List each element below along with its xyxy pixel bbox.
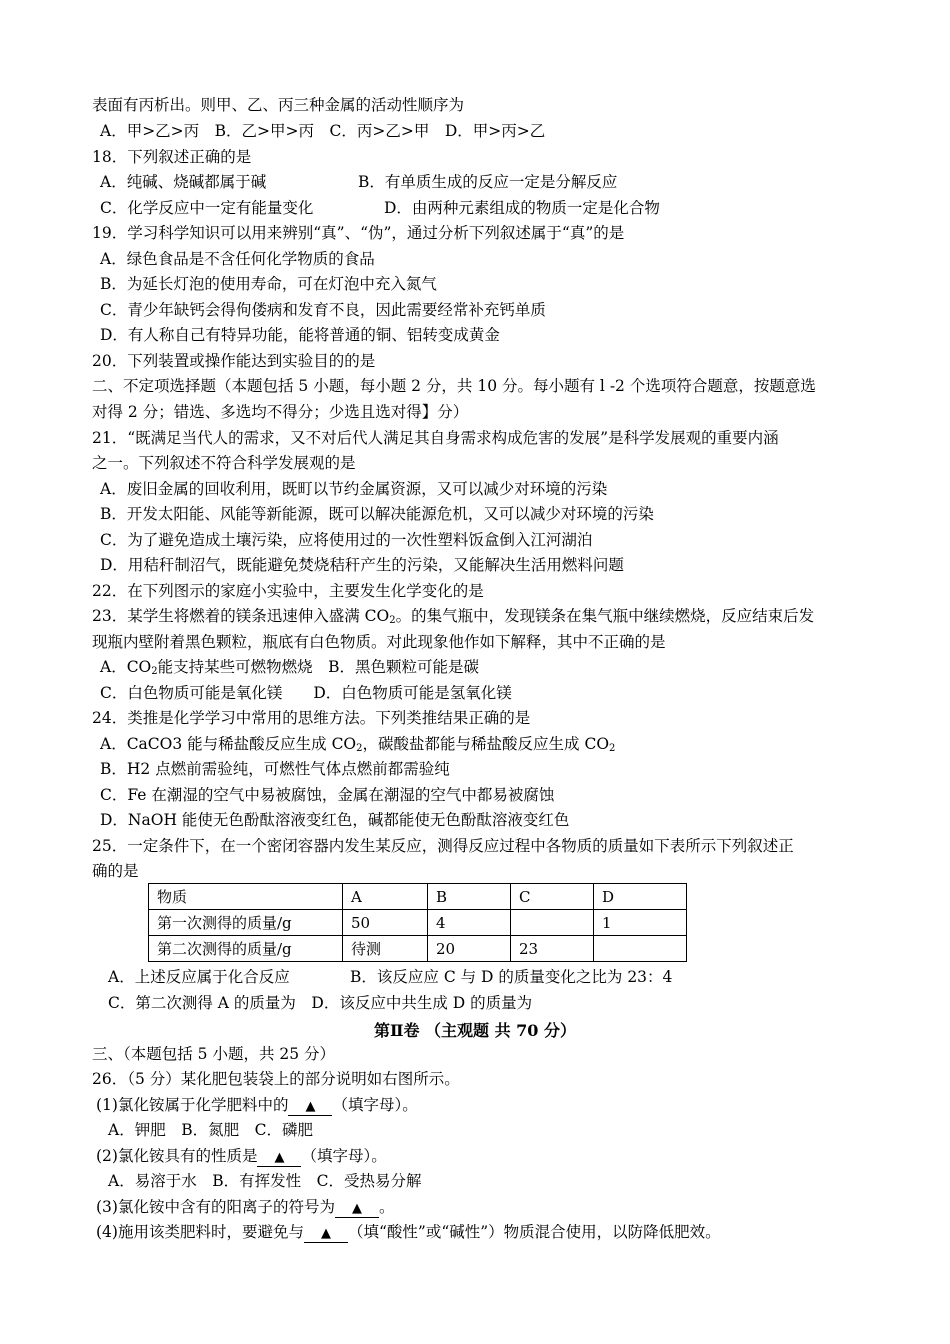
mass-table xyxy=(148,883,687,962)
table-row xyxy=(149,936,687,962)
section-2-instructions: 二、不定项选择题（本题包括 5 小题，每小题 2 分，共 10 分。每小题有 l -2 个选项符合题意，按题意选 xyxy=(92,377,816,395)
section-3-instructions: 三、（本题包括 5 小题，共 25 分） xyxy=(92,1045,336,1063)
q18-stem: 18．下列叙述正确的是 xyxy=(92,148,252,166)
q18-option-b: B．有单质生成的反应一定是分解反应 xyxy=(358,173,618,191)
q19-option-d: D．有人称自己有特异功能，能将普通的铜、铝转变成黄金 xyxy=(100,326,500,344)
q26-part-1-options: A．钾肥 B．氮肥 C．磷肥 xyxy=(108,1121,313,1139)
q19-stem: 19．学习科学知识可以用来辨别“真”、“伪”，通过分析下列叙述属于“真”的是 xyxy=(92,224,625,242)
q24-stem: 24．类推是化学学习中常用的思维方法。下列类推结果正确的是 xyxy=(92,709,531,727)
table-cell xyxy=(511,910,594,936)
section-2-instructions-cont: 对得 2 分；错选、多选均不得分；少选且选对得】分） xyxy=(92,403,469,421)
q18-option-c: C．化学反应中一定有能量变化 xyxy=(100,199,314,217)
answer-blank[interactable]: ▲ xyxy=(257,1149,301,1167)
q19-option-c: C．青少年缺钙会得佝偻病和发育不良，因此需要经常补充钙单质 xyxy=(100,301,546,319)
answer-blank[interactable]: ▲ xyxy=(288,1098,332,1116)
q24-option-b: B．H2 点燃前需验纯，可燃性气体点燃前都需验纯 xyxy=(100,760,450,778)
q19-option-a: A．绿色食品是不含任何化学物质的食品 xyxy=(100,250,375,268)
q18-option-d: D．由两种元素组成的物质一定是化合物 xyxy=(384,199,660,217)
q26-part-4: (4)施用该类肥料时，要避免与 ▲ （填“酸性”或“碱性”）物质混合使用，以防降低肥效。 xyxy=(96,1223,721,1241)
table-cell: 第二次测得的质量/g xyxy=(149,936,343,962)
q21-option-c: C．为了避免造成土壤污染，应将使用过的一次性塑料饭盒倒入江河湖泊 xyxy=(100,531,593,549)
part-2-heading: 第Ⅱ卷 （主观题 共 70 分） xyxy=(373,1021,577,1040)
q21-option-d: D．用秸秆制沼气，既能避免焚烧秸秆产生的污染，又能解决生活用燃料问题 xyxy=(100,556,624,574)
q25-option-a: A．上述反应属于化合反应 xyxy=(108,968,290,986)
q22-stem: 22．在下列图示的家庭小实验中，主要发生化学变化的是 xyxy=(92,582,484,600)
table-cell: 第一次测得的质量/g xyxy=(149,910,343,936)
q19-option-b: B．为延长灯泡的使用寿命，可在灯泡中充入氮气 xyxy=(100,275,437,293)
q26-part-2: (2)氯化铵具有的性质是 ▲ （填字母）。 xyxy=(96,1147,387,1165)
q26-part-1: (1)氯化铵属于化学肥料中的 ▲ （填字母）。 xyxy=(96,1096,418,1114)
table-cell: 4 xyxy=(428,910,511,936)
q21-stem-cont: 之一。下列叙述不符合科学发展观的是 xyxy=(92,454,356,472)
table-cell: 23 xyxy=(511,936,594,962)
q17-options: A．甲>乙>丙 B．乙>甲>丙 C．丙>乙>甲 D．甲>丙>乙 xyxy=(100,122,546,140)
table-cell xyxy=(594,936,687,962)
q21-stem: 21．“既满足当代人的需求，又不对后代人满足其自身需求构成危害的发展”是科学发展观的重要内涵 xyxy=(92,429,779,447)
q24-option-a: A．CaCO3 能与稀盐酸反应生成 $CO_2$，碳酸盐都能与稀盐酸反应生成 $CO_2$ xyxy=(100,735,616,754)
table-cell: 1 xyxy=(594,910,687,936)
q26-part-2-options: A．易溶于水 B．有挥发性 C．受热易分解 xyxy=(108,1172,422,1190)
table-cell: 待测 xyxy=(343,936,428,962)
table-cell: 50 xyxy=(343,910,428,936)
q18-option-a: A．纯碱、烧碱都属于碱 xyxy=(100,173,267,191)
q25-option-b: B．该反应应 C 与 D 的质量变化之比为 23：4 xyxy=(350,968,673,986)
q23-stem: 23．某学生将燃着的镁条迅速伸入盛满 $CO_2$。的集气瓶中，发现镁条在集气瓶中继续燃烧，反应结束后发 xyxy=(92,607,815,626)
table-row xyxy=(149,910,687,936)
q25-stem: 25．一定条件下，在一个密闭容器内发生某反应，测得反应过程中各物质的质量如下表所示下列叙述正 xyxy=(92,837,794,855)
answer-blank[interactable]: ▲ xyxy=(304,1225,348,1243)
q24-option-d: D．NaOH 能使无色酚酞溶液变红色，碱都能使无色酚酞溶液变红色 xyxy=(100,811,570,829)
q20-stem: 20．下列装置或操作能达到实验目的的是 xyxy=(92,352,376,370)
q23-option-cd: C．白色物质可能是氧化镁 D．白色物质可能是氢氧化镁 xyxy=(100,684,512,702)
q26-part-3: (3)氯化铵中含有的阳离子的符号为 ▲ 。 xyxy=(96,1198,395,1216)
q25-option-cd: C．第二次测得 A 的质量为 D．该反应中共生成 D 的质量为 xyxy=(108,994,533,1012)
q24-option-c: C．Fe 在潮湿的空气中易被腐蚀，金属在潮湿的空气中都易被腐蚀 xyxy=(100,786,555,804)
table-header-cell: A xyxy=(343,884,428,910)
q21-option-b: B．开发太阳能、风能等新能源，既可以解决能源危机，又可以减少对环境的污染 xyxy=(100,505,654,523)
table-header-cell: 物质 xyxy=(149,884,343,910)
table-header-cell: B xyxy=(428,884,511,910)
answer-blank[interactable]: ▲ xyxy=(335,1200,379,1218)
q21-option-a: A．废旧金属的回收利用，既町以节约金属资源，又可以减少对环境的污染 xyxy=(100,480,608,498)
table-header-cell: C xyxy=(511,884,594,910)
q26-stem: 26．（5 分）某化肥包装袋上的部分说明如右图所示。 xyxy=(92,1070,460,1088)
q25-stem-cont: 确的是 xyxy=(92,862,139,880)
q23-stem-cont: 现瓶内壁附着黑色颗粒，瓶底有白色物质。对此现象他作如下解释，其中不正确的是 xyxy=(92,633,666,651)
text-line: 表面有丙析出。则甲、乙、丙三种金属的活动性顺序为 xyxy=(92,96,465,114)
table-header-cell: D xyxy=(594,884,687,910)
table-cell: 20 xyxy=(428,936,511,962)
q23-option-ab: A．$CO_2$能支持某些可燃物燃烧 B．黑色颗粒可能是碳 xyxy=(100,658,480,677)
table-header-row xyxy=(149,884,687,910)
